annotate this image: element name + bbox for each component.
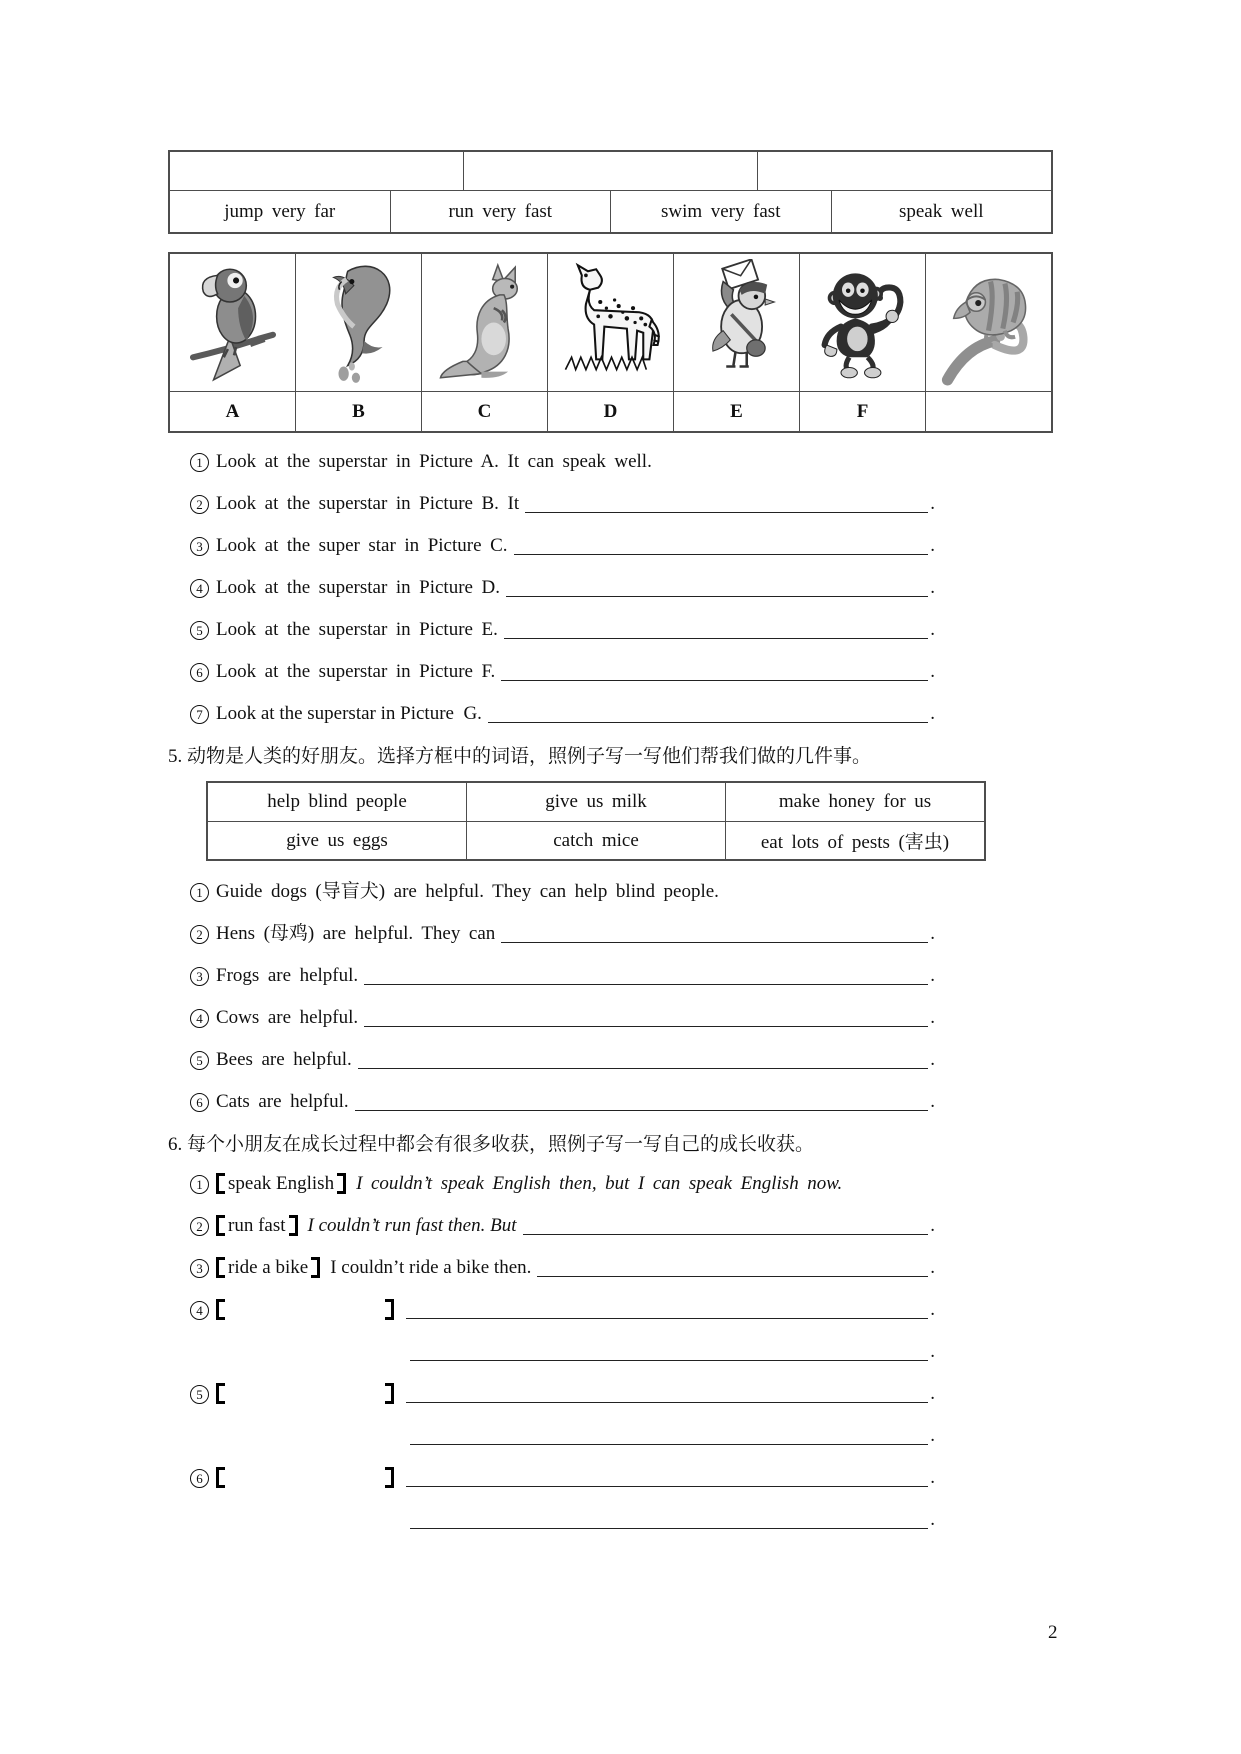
sentence-text: I couldn’t speak English then, but I can speak English now.	[356, 1173, 843, 1194]
circled-number: 5	[190, 621, 209, 640]
answer-blank	[364, 983, 928, 985]
monkey-image	[813, 259, 913, 387]
left-bracket-icon	[216, 1257, 225, 1278]
phrase-cell: swim very fast	[610, 191, 831, 232]
empty-cell	[757, 152, 1051, 190]
answer-blank	[501, 941, 928, 943]
circled-number: 2	[190, 1217, 209, 1236]
answer-blank	[358, 1067, 928, 1069]
exercise-line	[190, 449, 935, 474]
circled-number: 3	[190, 967, 209, 986]
animal-label-e: E	[673, 392, 799, 431]
period: .	[930, 661, 935, 682]
word-box-cell: help blind people	[267, 791, 407, 812]
right-bracket-icon	[289, 1215, 298, 1236]
page-number: 2	[1048, 1622, 1058, 1643]
answer-blank	[406, 1485, 928, 1487]
circled-number: 2	[190, 495, 209, 514]
dolphin-image	[310, 259, 408, 387]
exercise-line	[190, 491, 935, 516]
empty-cell	[463, 152, 757, 190]
period: .	[930, 1341, 935, 1362]
circled-number: 5	[190, 1051, 209, 1070]
carrier-pigeon-image	[687, 259, 787, 387]
exercise-line	[190, 533, 935, 558]
answer-blank	[410, 1443, 928, 1445]
left-bracket-icon	[216, 1383, 225, 1404]
animal-label-f: F	[799, 392, 925, 431]
section6-title: 6. 每个小朋友在成长过程中都会有很多收获，照例子写一写自己的成长收获。	[168, 1134, 815, 1155]
sentence-text: Look at the superstar in Picture D.	[216, 577, 500, 598]
sentence-text: Cats are helpful.	[216, 1091, 349, 1112]
exercise-line	[190, 1255, 935, 1280]
exercise-line	[190, 701, 935, 726]
sentence-text: Look at the superstar in Picture E.	[216, 619, 498, 640]
animal-cell-b	[295, 254, 421, 391]
period: .	[930, 1215, 935, 1236]
phrase-table	[168, 150, 1053, 234]
exercise-line	[190, 963, 935, 988]
chameleon-image	[937, 259, 1040, 387]
period: .	[930, 703, 935, 724]
animal-cell-f	[799, 254, 925, 391]
bracket-keyword: speak English	[228, 1173, 335, 1194]
circled-number: 4	[190, 1301, 209, 1320]
sentence-text: Bees are helpful.	[216, 1049, 352, 1070]
kangaroo-image	[435, 259, 535, 387]
sentence-text: I couldn’t run fast then. But	[307, 1215, 517, 1236]
circled-number: 1	[190, 453, 209, 472]
circled-number: 1	[190, 883, 209, 902]
period: .	[930, 923, 935, 944]
word-box-row	[208, 783, 984, 821]
period: .	[930, 1383, 935, 1404]
answer-blank	[514, 553, 929, 555]
circled-number: 2	[190, 925, 209, 944]
sentence-text: Look at the superstar in Picture G.	[216, 703, 482, 724]
circled-number: 6	[190, 663, 209, 682]
word-box-cell: give us eggs	[286, 829, 388, 851]
period: .	[930, 1467, 935, 1488]
exercise-line	[190, 921, 935, 946]
period: .	[930, 965, 935, 986]
exercise-line	[190, 1465, 935, 1490]
circled-number: 7	[190, 705, 209, 724]
circled-number: 5	[190, 1385, 209, 1404]
circled-number: 4	[190, 579, 209, 598]
exercise-line	[190, 1089, 935, 1114]
exercise-line	[190, 879, 935, 904]
sentence-text: Frogs are helpful.	[216, 965, 359, 986]
animal-cell-e	[673, 254, 799, 391]
section5-title: 5. 动物是人类的好朋友。选择方框中的词语，照例子写一写他们帮我们做的几件事。	[168, 746, 872, 767]
left-bracket-icon	[216, 1215, 225, 1236]
circled-number: 6	[190, 1469, 209, 1488]
section4-items	[168, 449, 1053, 726]
period: .	[930, 619, 935, 640]
circled-number: 3	[190, 1259, 209, 1278]
bracket-keyword: run fast	[228, 1215, 286, 1236]
period: .	[930, 1257, 935, 1278]
period: .	[930, 1091, 935, 1112]
animal-images-row	[170, 254, 1051, 391]
exercise-line	[190, 659, 935, 684]
animal-labels-row	[170, 391, 1051, 431]
period: .	[930, 535, 935, 556]
exercise-line	[190, 575, 935, 600]
answer-blank	[488, 721, 928, 723]
period: .	[930, 493, 935, 514]
sentence-text: Look at the superstar in Picture B. It	[216, 493, 520, 514]
period: .	[930, 1007, 935, 1028]
worksheet-content	[168, 150, 1053, 1549]
answer-blank	[410, 1359, 928, 1361]
parrot-image	[184, 259, 282, 387]
right-bracket-icon	[385, 1467, 394, 1488]
right-bracket-icon	[337, 1173, 346, 1194]
period: .	[930, 1049, 935, 1070]
sentence-text: Guide dogs (导盲犬) are helpful. They can help blind people.	[216, 881, 719, 902]
phrase-cell: speak well	[831, 191, 1052, 232]
sentence-text: Hens (母鸡) are helpful. They can	[216, 923, 496, 944]
exercise-line	[190, 1171, 935, 1196]
sentence-text: Look at the superstar in Picture F.	[216, 661, 496, 682]
answer-blank	[506, 595, 928, 597]
right-bracket-icon	[311, 1257, 320, 1278]
word-box-table	[206, 781, 986, 861]
exercise-line	[190, 1297, 935, 1322]
word-box-cell: make honey for us	[725, 783, 984, 821]
left-bracket-icon	[216, 1467, 225, 1488]
animal-label-d: D	[547, 392, 673, 431]
animal-label-b: B	[295, 392, 421, 431]
exercise-line	[190, 1005, 935, 1030]
answer-blank	[406, 1401, 928, 1403]
right-bracket-icon	[385, 1299, 394, 1320]
period: .	[930, 1425, 935, 1446]
word-box-cell: eat lots of pests (害虫)	[725, 822, 984, 859]
animal-label-a: A	[225, 400, 240, 422]
left-bracket-icon	[216, 1299, 225, 1320]
answer-blank	[406, 1317, 928, 1319]
animal-cell-c	[421, 254, 547, 391]
word-box-cell: catch mice	[466, 822, 725, 859]
animal-cell-g	[925, 254, 1051, 391]
continuation-line	[410, 1339, 935, 1364]
phrase-cell: run very fast	[390, 191, 611, 232]
cheetah-image	[559, 259, 662, 387]
answer-blank	[523, 1233, 929, 1235]
bracket-keyword: ride a bike	[228, 1257, 309, 1278]
phrase-cell: jump very far	[224, 200, 336, 222]
exercise-line	[190, 1047, 935, 1072]
answer-blank	[537, 1275, 928, 1277]
sentence-text: Look at the superstar in Picture A. It can speak well.	[216, 451, 652, 472]
phrase-table-phrases-row	[170, 190, 1051, 232]
circled-number: 4	[190, 1009, 209, 1028]
circled-number: 1	[190, 1175, 209, 1194]
period: .	[930, 577, 935, 598]
animal-cell-a	[170, 254, 295, 391]
left-bracket-icon	[216, 1173, 225, 1194]
section6-items	[168, 1171, 1053, 1532]
period: .	[930, 1299, 935, 1320]
answer-blank	[504, 637, 928, 639]
answer-blank	[525, 511, 928, 513]
phrase-table-empty-row	[170, 152, 1051, 190]
section5-items	[168, 879, 1053, 1114]
empty-cell	[170, 152, 463, 190]
animal-label-empty	[925, 392, 1051, 431]
animal-cell-d	[547, 254, 673, 391]
period: .	[930, 1509, 935, 1530]
exercise-line	[190, 1213, 935, 1238]
continuation-line	[410, 1507, 935, 1532]
word-box-row	[208, 821, 984, 859]
animal-table	[168, 252, 1053, 433]
answer-blank	[501, 679, 928, 681]
answer-blank	[410, 1527, 928, 1529]
continuation-line	[410, 1423, 935, 1448]
sentence-text: Cows are helpful.	[216, 1007, 359, 1028]
sentence-text: Look at the super star in Picture C.	[216, 535, 508, 556]
exercise-line	[190, 617, 935, 642]
circled-number: 6	[190, 1093, 209, 1112]
circled-number: 3	[190, 537, 209, 556]
word-box-cell: give us milk	[466, 783, 725, 821]
sentence-text: I couldn’t ride a bike then.	[330, 1257, 532, 1278]
exercise-line	[190, 1381, 935, 1406]
right-bracket-icon	[385, 1383, 394, 1404]
answer-blank	[364, 1025, 928, 1027]
answer-blank	[355, 1109, 929, 1111]
animal-label-c: C	[421, 392, 547, 431]
